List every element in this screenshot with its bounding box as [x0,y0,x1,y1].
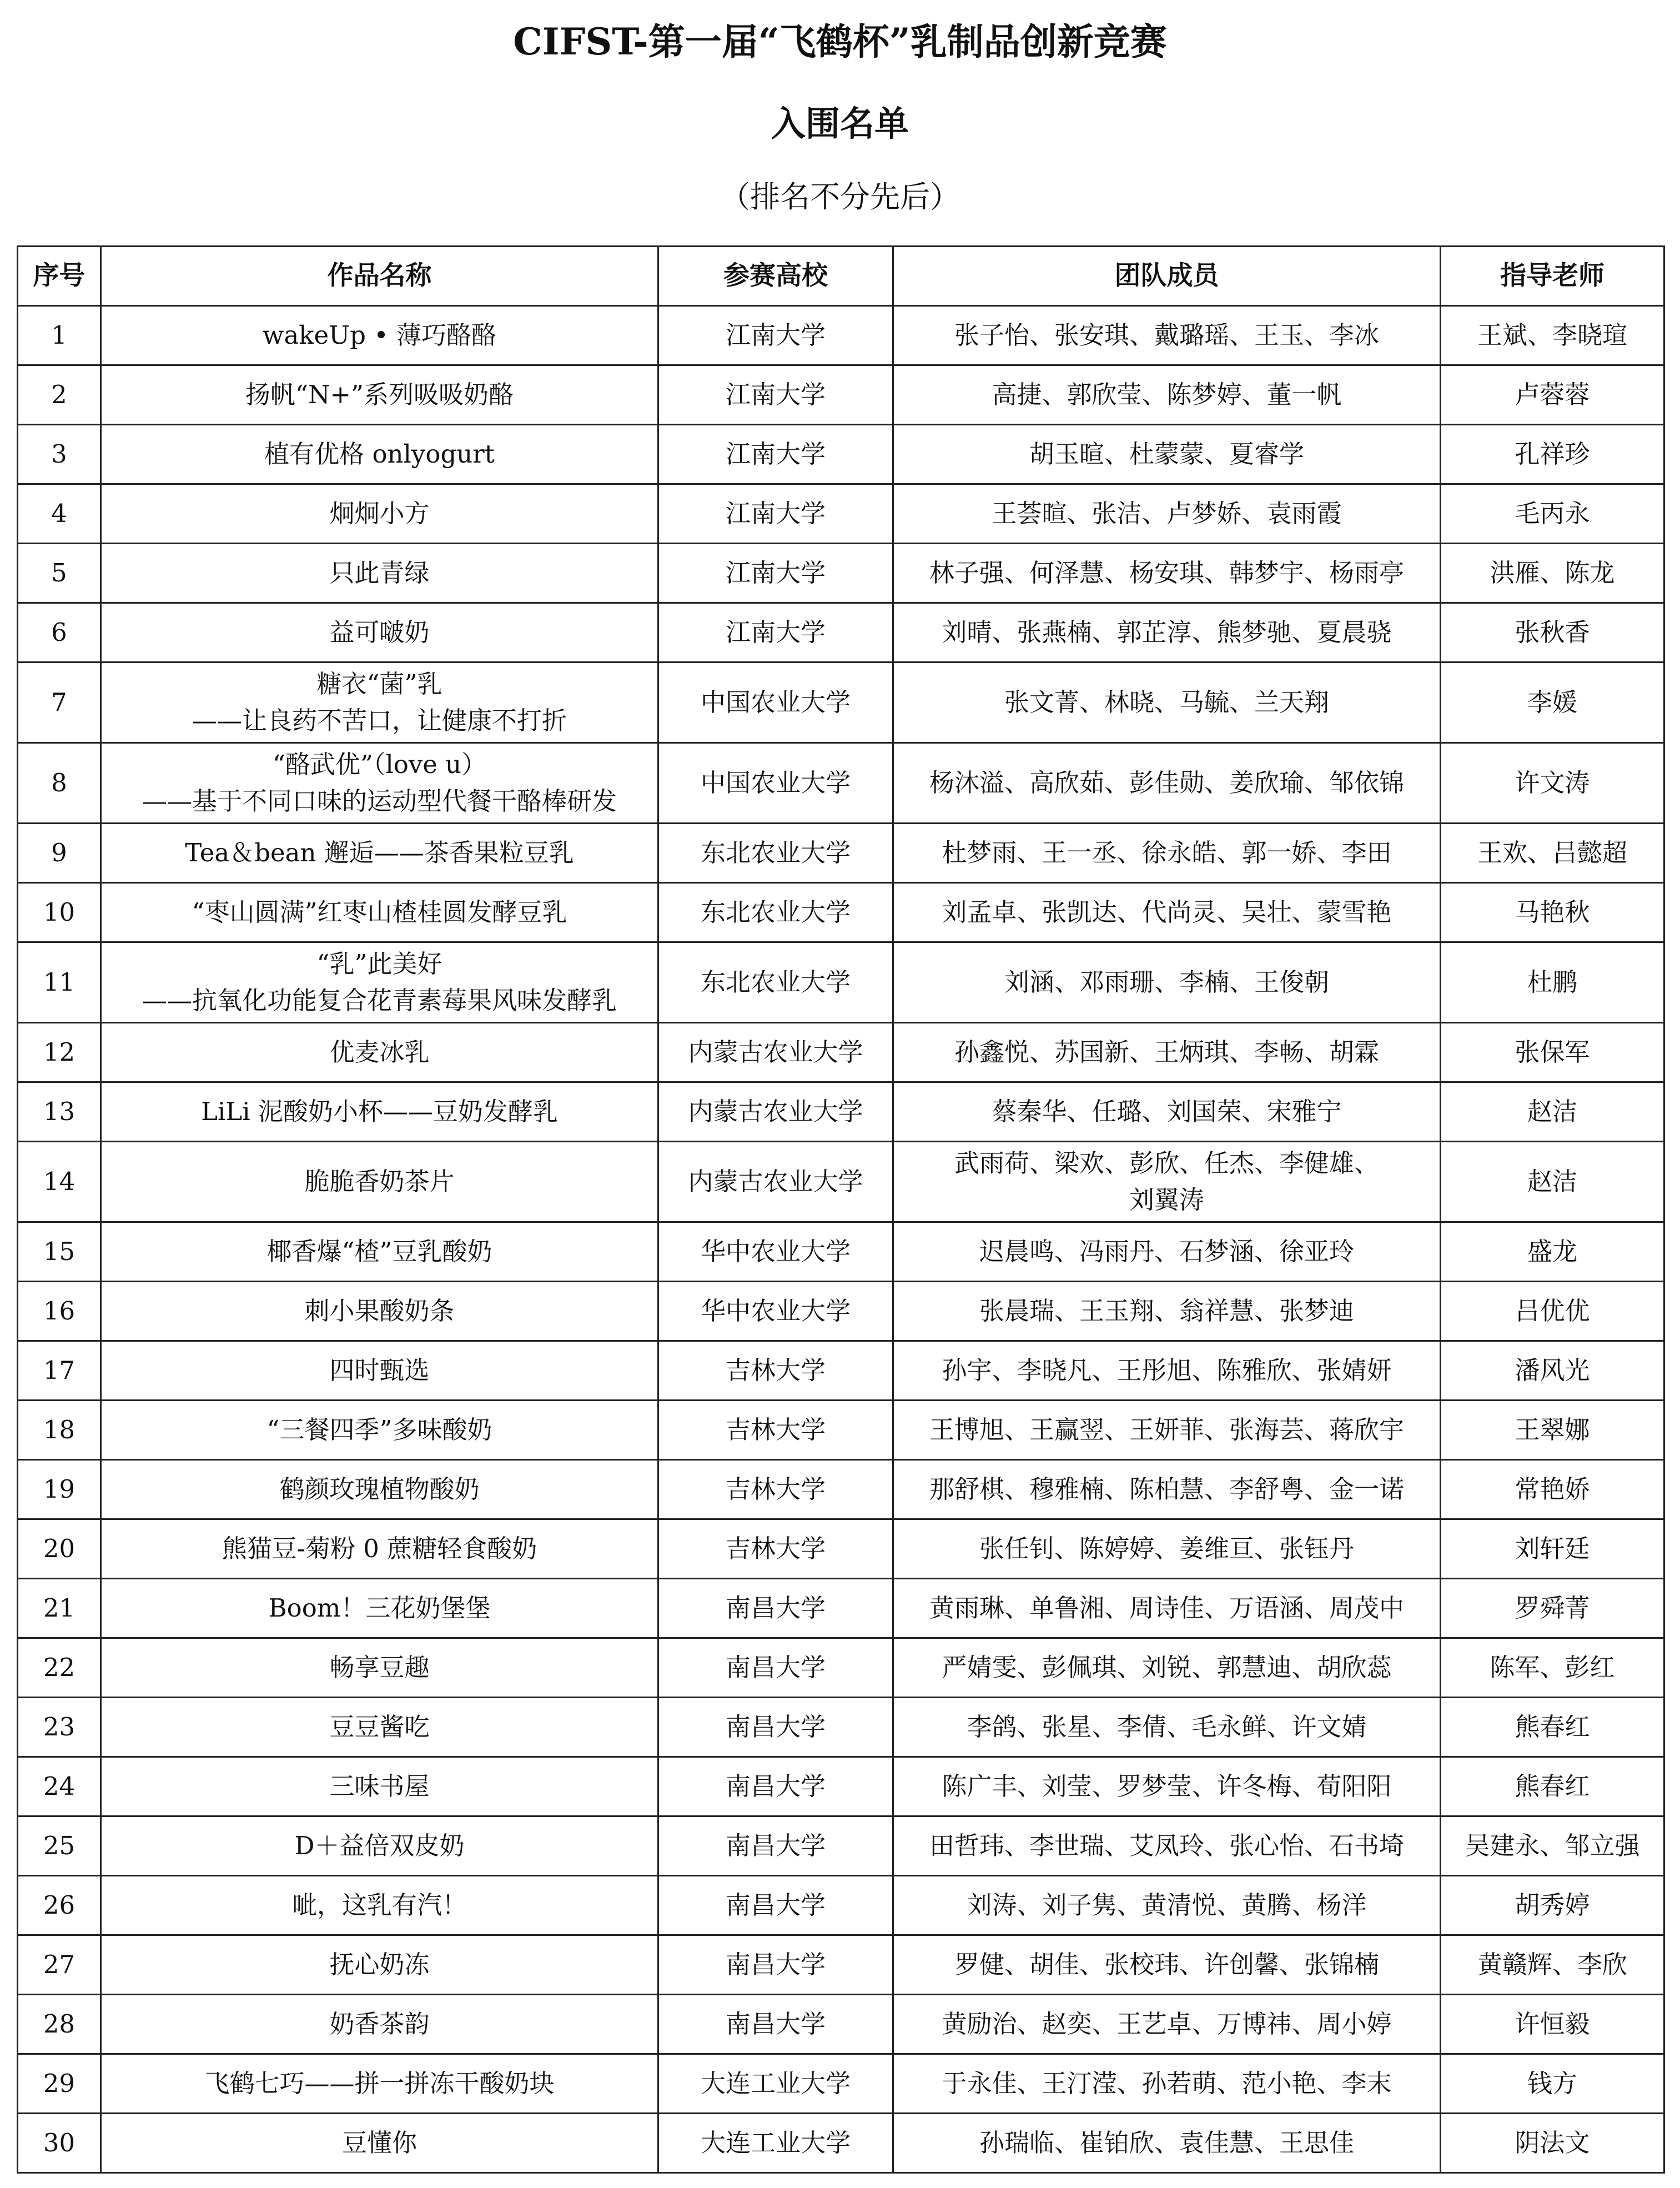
school-cell: 南昌大学 [658,1579,893,1638]
school-cell: 南昌大学 [658,1638,893,1698]
entry-name-cell [101,824,658,883]
entry-name: 只此青绿 [329,558,430,588]
table-row [18,942,1664,1023]
table-row [18,1995,1664,2054]
advisor-cell: 许恒毅 [1441,1995,1664,2054]
entry-name-cell [101,544,658,603]
team-members-cell [893,1995,1441,2054]
school-cell: 江南大学 [658,365,893,425]
team-members-cell [893,1698,1441,1757]
team-members: 王荟暄、张洁、卢梦娇、袁雨霞 [992,499,1342,528]
team-members: 张晨瑞、王玉翔、翁祥慧、张梦迪 [979,1296,1354,1326]
entry-name: LiLi 泥酸奶小杯——豆奶发酵乳 [201,1097,558,1126]
table-row [18,2114,1664,2173]
table-row [18,1460,1664,1519]
school-cell: 华中农业大学 [658,1282,893,1341]
entry-name: 益可啵奶 [329,618,430,647]
school-cell: 南昌大学 [658,1757,893,1816]
school-cell: 中国农业大学 [658,743,893,824]
school-cell: 南昌大学 [658,1995,893,2054]
row-number: 18 [18,1401,101,1460]
school-cell: 南昌大学 [658,1876,893,1935]
team-members-cell [893,1579,1441,1638]
entry-name-cell [101,1222,658,1282]
table-row [18,1876,1664,1935]
team-members: 刘晴、张燕楠、郭芷淳、熊梦驰、夏晨骁 [942,618,1392,647]
entry-name: 奶香茶韵 [329,2009,430,2039]
entry-name: wakeUp • 薄巧酪酪 [262,320,497,350]
advisor-cell: 罗舜菁 [1441,1579,1664,1638]
entry-name-cell [101,1579,658,1638]
team-members-cell [893,1341,1441,1401]
entry-name-cell [101,484,658,544]
team-members-cell [893,603,1441,663]
advisor-cell: 王斌、李晓瑄 [1441,306,1664,365]
advisor-cell: 钱方 [1441,2054,1664,2114]
advisor-cell: 潘风光 [1441,1341,1664,1401]
team-members: 陈广丰、刘莹、罗梦莹、许冬梅、荀阳阳 [942,1772,1392,1801]
row-number: 28 [18,1995,101,2054]
school-cell: 江南大学 [658,544,893,603]
advisor-cell: 毛丙永 [1441,484,1664,544]
team-members: 那舒棋、穆雅楠、陈柏慧、李舒粤、金一诺 [929,1474,1404,1504]
row-number: 26 [18,1876,101,1935]
entry-name: 豆豆酱吃 [329,1712,430,1742]
school-cell: 内蒙古农业大学 [658,1082,893,1142]
ranking-note: （排名不分先后） [720,179,960,214]
table-row [18,1142,1664,1222]
school-cell: 大连工业大学 [658,2054,893,2114]
entry-name-cell [101,1638,658,1698]
school-cell: 内蒙古农业大学 [658,1142,893,1222]
advisor-cell: 熊春红 [1441,1698,1664,1757]
advisor-cell: 胡秀婷 [1441,1876,1664,1935]
team-members-cell [893,544,1441,603]
advisor-cell: 许文涛 [1441,743,1664,824]
entry-name-cell [101,365,658,425]
row-number: 9 [18,824,101,883]
entry-name-cell [101,1876,658,1935]
school-cell: 江南大学 [658,484,893,544]
team-members-cell [893,743,1441,824]
entry-name-cell [101,1142,658,1222]
entry-name: Boom！三花奶堡堡 [268,1593,491,1623]
table-row [18,1341,1664,1401]
team-members-cell [893,1519,1441,1579]
table-row [18,1698,1664,1757]
team-members: 严婧雯、彭佩琪、刘锐、郭慧迪、胡欣蕊 [942,1653,1392,1682]
team-members-cell [893,2054,1441,2114]
entry-name: 脆脆香奶茶片 [304,1167,455,1196]
column-header-advisor: 指导老师 [1441,247,1664,306]
table-row [18,824,1664,883]
advisor-cell: 吕优优 [1441,1282,1664,1341]
team-members-cell [893,1142,1441,1222]
school-cell: 吉林大学 [658,1401,893,1460]
team-members-cell [893,1023,1441,1082]
row-number: 10 [18,883,101,942]
team-members-continued: 刘翼涛 [1129,1185,1204,1215]
row-number: 16 [18,1282,101,1341]
table-row [18,2054,1664,2114]
team-members: 王博旭、王赢翌、王妍菲、张海芸、蒋欣宇 [929,1415,1404,1444]
advisor-cell: 王欢、吕懿超 [1441,824,1664,883]
entry-name: 熊猫豆-菊粉 0 蔗糖轻食酸奶 [222,1534,537,1563]
team-members-cell [893,942,1441,1023]
entry-name: 三味书屋 [329,1772,430,1801]
advisor-cell: 李媛 [1441,663,1664,743]
entry-name-cell [101,1519,658,1579]
entry-subtitle: ——抗氧化功能复合花青素莓果风味发酵乳 [142,986,617,1015]
entry-name: “枣山圆满”红枣山楂桂圆发酵豆乳 [192,897,567,927]
table-row [18,1816,1664,1876]
entry-name: 畅享豆趣 [329,1653,430,1682]
team-members-cell [893,663,1441,743]
row-number: 21 [18,1579,101,1638]
entry-subtitle: ——让良药不苦口，让健康不打折 [192,706,567,735]
finalist-table [17,245,1665,2174]
entry-name: 植有优格 onlyogurt [264,439,495,469]
row-number: 13 [18,1082,101,1142]
team-members-cell [893,2114,1441,2173]
entry-name: 抚心奶冻 [329,1950,430,1979]
team-members: 于永佳、王汀滢、孙若萌、范小艳、李末 [942,2069,1392,2098]
row-number: 17 [18,1341,101,1401]
team-members-cell [893,883,1441,942]
team-members-cell [893,306,1441,365]
entry-name: 呲，这乳有汽！ [291,1890,467,1920]
table-body [18,306,1664,2173]
column-header-school: 参赛高校 [658,247,893,306]
team-members: 蔡秦华、任璐、刘国荣、宋雅宁 [992,1097,1342,1126]
school-cell: 南昌大学 [658,1816,893,1876]
table-row [18,484,1664,544]
school-cell: 南昌大学 [658,1698,893,1757]
team-members: 黄雨琳、单鲁湘、周诗佳、万语涵、周茂中 [929,1593,1404,1623]
entry-name-cell [101,2114,658,2173]
entry-name-cell [101,663,658,743]
entry-name-cell [101,2054,658,2114]
table-row [18,883,1664,942]
table-row [18,663,1664,743]
row-number: 4 [18,484,101,544]
row-number: 25 [18,1816,101,1876]
table-row [18,743,1664,824]
team-members: 黄励治、赵奕、王艺卓、万博祎、周小婷 [942,2009,1392,2039]
entry-name-cell [101,743,658,824]
row-number: 15 [18,1222,101,1282]
entry-name-cell [101,883,658,942]
advisor-cell: 孔祥珍 [1441,425,1664,484]
advisor-cell: 张保军 [1441,1023,1664,1082]
entry-name-cell [101,425,658,484]
table-header-row [18,247,1664,306]
entry-name: 刺小果酸奶条 [304,1296,455,1326]
row-number: 1 [18,306,101,365]
team-members-cell [893,1222,1441,1282]
entry-name-cell [101,1460,658,1519]
advisor-cell: 刘轩廷 [1441,1519,1664,1579]
row-number: 27 [18,1935,101,1995]
school-cell: 吉林大学 [658,1519,893,1579]
team-members: 杜梦雨、王一丞、徐永皓、郭一娇、李田 [942,838,1392,867]
team-members-cell [893,1876,1441,1935]
team-members-cell [893,1638,1441,1698]
team-members: 胡玉暄、杜蒙蒙、夏睿学 [1029,439,1304,469]
entry-name: 扬帆“N+”系列吸吸奶酪 [245,380,514,409]
team-members: 迟晨鸣、冯雨丹、石梦涵、徐亚玲 [979,1237,1354,1266]
entry-name: 鹤颜玫瑰植物酸奶 [279,1474,480,1504]
table-row [18,1282,1664,1341]
team-members: 张文菁、林晓、马毓、兰天翔 [1004,687,1329,717]
team-members: 刘涵、邓雨珊、李楠、王俊朝 [1004,967,1329,997]
row-number: 24 [18,1757,101,1816]
entry-name-cell [101,1082,658,1142]
advisor-cell: 吴建永、邹立强 [1441,1816,1664,1876]
table-row [18,1401,1664,1460]
team-members: 孙鑫悦、苏国新、王炳琪、李畅、胡霖 [954,1037,1379,1067]
document-title: CIFST-第一届“飞鹤杯”乳制品创新竞赛 [513,20,1167,63]
school-cell: 东北农业大学 [658,824,893,883]
entry-name: “三餐四季”多味酸奶 [266,1415,492,1444]
advisor-cell: 常艳娇 [1441,1460,1664,1519]
row-number: 20 [18,1519,101,1579]
entry-name-cell [101,942,658,1023]
advisor-cell: 洪雁、陈龙 [1441,544,1664,603]
school-cell: 中国农业大学 [658,663,893,743]
advisor-cell: 卢蓉蓉 [1441,365,1664,425]
school-cell: 东北农业大学 [658,942,893,1023]
school-cell: 吉林大学 [658,1341,893,1401]
document-subtitle: 入围名单 [771,103,909,144]
row-number: 8 [18,743,101,824]
advisor-cell: 盛龙 [1441,1222,1664,1282]
advisor-cell: 王翠娜 [1441,1401,1664,1460]
school-cell: 华中农业大学 [658,1222,893,1282]
entry-name: “酪武优”（love u） [272,750,487,779]
team-members: 孙瑞临、崔铂欣、袁佳慧、王思佳 [979,2128,1354,2157]
table-row [18,306,1664,365]
entry-name: 豆懂你 [341,2128,417,2157]
table-row [18,603,1664,663]
table-row [18,425,1664,484]
school-cell: 江南大学 [658,603,893,663]
entry-name: 椰香爆“楂”豆乳酸奶 [266,1237,492,1266]
row-number: 12 [18,1023,101,1082]
team-members: 罗健、胡佳、张校玮、许创馨、张锦楠 [954,1950,1379,1979]
table-row [18,1519,1664,1579]
team-members-cell [893,484,1441,544]
team-members: 张任钊、陈婷婷、姜维亘、张钰丹 [979,1534,1354,1563]
row-number: 23 [18,1698,101,1757]
row-number: 14 [18,1142,101,1222]
entry-name-cell [101,1341,658,1401]
column-header-entry-name: 作品名称 [101,247,658,306]
entry-name-cell [101,1995,658,2054]
school-cell: 南昌大学 [658,1935,893,1995]
entry-name: 优麦冰乳 [329,1037,430,1067]
team-members: 高捷、郭欣莹、陈梦婷、董一帆 [992,380,1342,409]
entry-name-cell [101,1816,658,1876]
row-number: 11 [18,942,101,1023]
team-members: 刘孟卓、张凯达、代尚灵、吴壮、蒙雪艳 [942,897,1392,927]
advisor-cell: 赵洁 [1441,1142,1664,1222]
team-members-cell [893,1082,1441,1142]
table-row [18,1638,1664,1698]
entry-name-cell [101,1401,658,1460]
team-members-cell [893,365,1441,425]
team-members: 刘涛、刘子隽、黄清悦、黄腾、杨洋 [967,1890,1367,1920]
team-members: 林子强、何泽慧、杨安琪、韩梦宇、杨雨亭 [929,558,1404,588]
table-row [18,1082,1664,1142]
school-cell: 东北农业大学 [658,883,893,942]
entry-name-cell [101,1282,658,1341]
table-row [18,1935,1664,1995]
entry-name-cell [101,1757,658,1816]
team-members: 武雨荷、梁欢、彭欣、任杰、李健雄、 [954,1148,1379,1178]
entry-name: Tea＆bean 邂逅——茶香果粒豆乳 [185,838,574,867]
team-members: 张子怡、张安琪、戴璐瑶、王玉、李冰 [954,320,1379,350]
row-number: 22 [18,1638,101,1698]
entry-name: 炯炯小方 [329,499,430,528]
row-number: 6 [18,603,101,663]
table-row [18,544,1664,603]
team-members-cell [893,1935,1441,1995]
table-row [18,365,1664,425]
team-members-cell [893,1401,1441,1460]
row-number: 29 [18,2054,101,2114]
entry-name: D＋益倍双皮奶 [294,1831,465,1860]
table-row [18,1023,1664,1082]
entry-name-cell [101,603,658,663]
advisor-cell: 熊春红 [1441,1757,1664,1816]
entry-name-cell [101,1698,658,1757]
row-number: 2 [18,365,101,425]
entry-name: 糖衣“菌”乳 [316,669,442,699]
column-header-number: 序号 [18,247,101,306]
team-members-cell [893,1757,1441,1816]
advisor-cell: 张秋香 [1441,603,1664,663]
table-row [18,1222,1664,1282]
row-number: 30 [18,2114,101,2173]
school-cell: 内蒙古农业大学 [658,1023,893,1082]
team-members: 杨沐溢、高欣茹、彭佳勋、姜欣瑜、邹依锦 [929,768,1404,797]
row-number: 5 [18,544,101,603]
school-cell: 江南大学 [658,425,893,484]
row-number: 19 [18,1460,101,1519]
team-members-cell [893,1816,1441,1876]
row-number: 7 [18,663,101,743]
team-members-cell [893,1282,1441,1341]
entry-name: “乳”此美好 [316,949,442,978]
advisor-cell: 阴法文 [1441,2114,1664,2173]
advisor-cell: 黄赣辉、李欣 [1441,1935,1664,1995]
table-row [18,1579,1664,1638]
school-cell: 大连工业大学 [658,2114,893,2173]
team-members-cell [893,1460,1441,1519]
advisor-cell: 陈军、彭红 [1441,1638,1664,1698]
team-members-cell [893,425,1441,484]
team-members: 田哲玮、李世瑞、艾凤玲、张心怡、石书埼 [929,1831,1404,1860]
entry-name-cell [101,1935,658,1995]
entry-name: 飞鹤七巧——拼一拼冻干酸奶块 [204,2069,555,2098]
school-cell: 江南大学 [658,306,893,365]
entry-subtitle: ——基于不同口味的运动型代餐干酪棒研发 [142,786,617,816]
school-cell: 吉林大学 [658,1460,893,1519]
entry-name-cell [101,306,658,365]
table-row [18,1757,1664,1816]
team-members-cell [893,824,1441,883]
team-members: 孙宇、李晓凡、王彤旭、陈雅欣、张婧妍 [942,1356,1392,1385]
row-number: 3 [18,425,101,484]
advisor-cell: 赵洁 [1441,1082,1664,1142]
column-header-team-members: 团队成员 [893,247,1441,306]
team-members: 李鸽、张星、李倩、毛永鲜、许文婧 [967,1712,1367,1742]
advisor-cell: 杜鹏 [1441,942,1664,1023]
entry-name-cell [101,1023,658,1082]
entry-name: 四时甄选 [329,1356,430,1385]
advisor-cell: 马艳秋 [1441,883,1664,942]
